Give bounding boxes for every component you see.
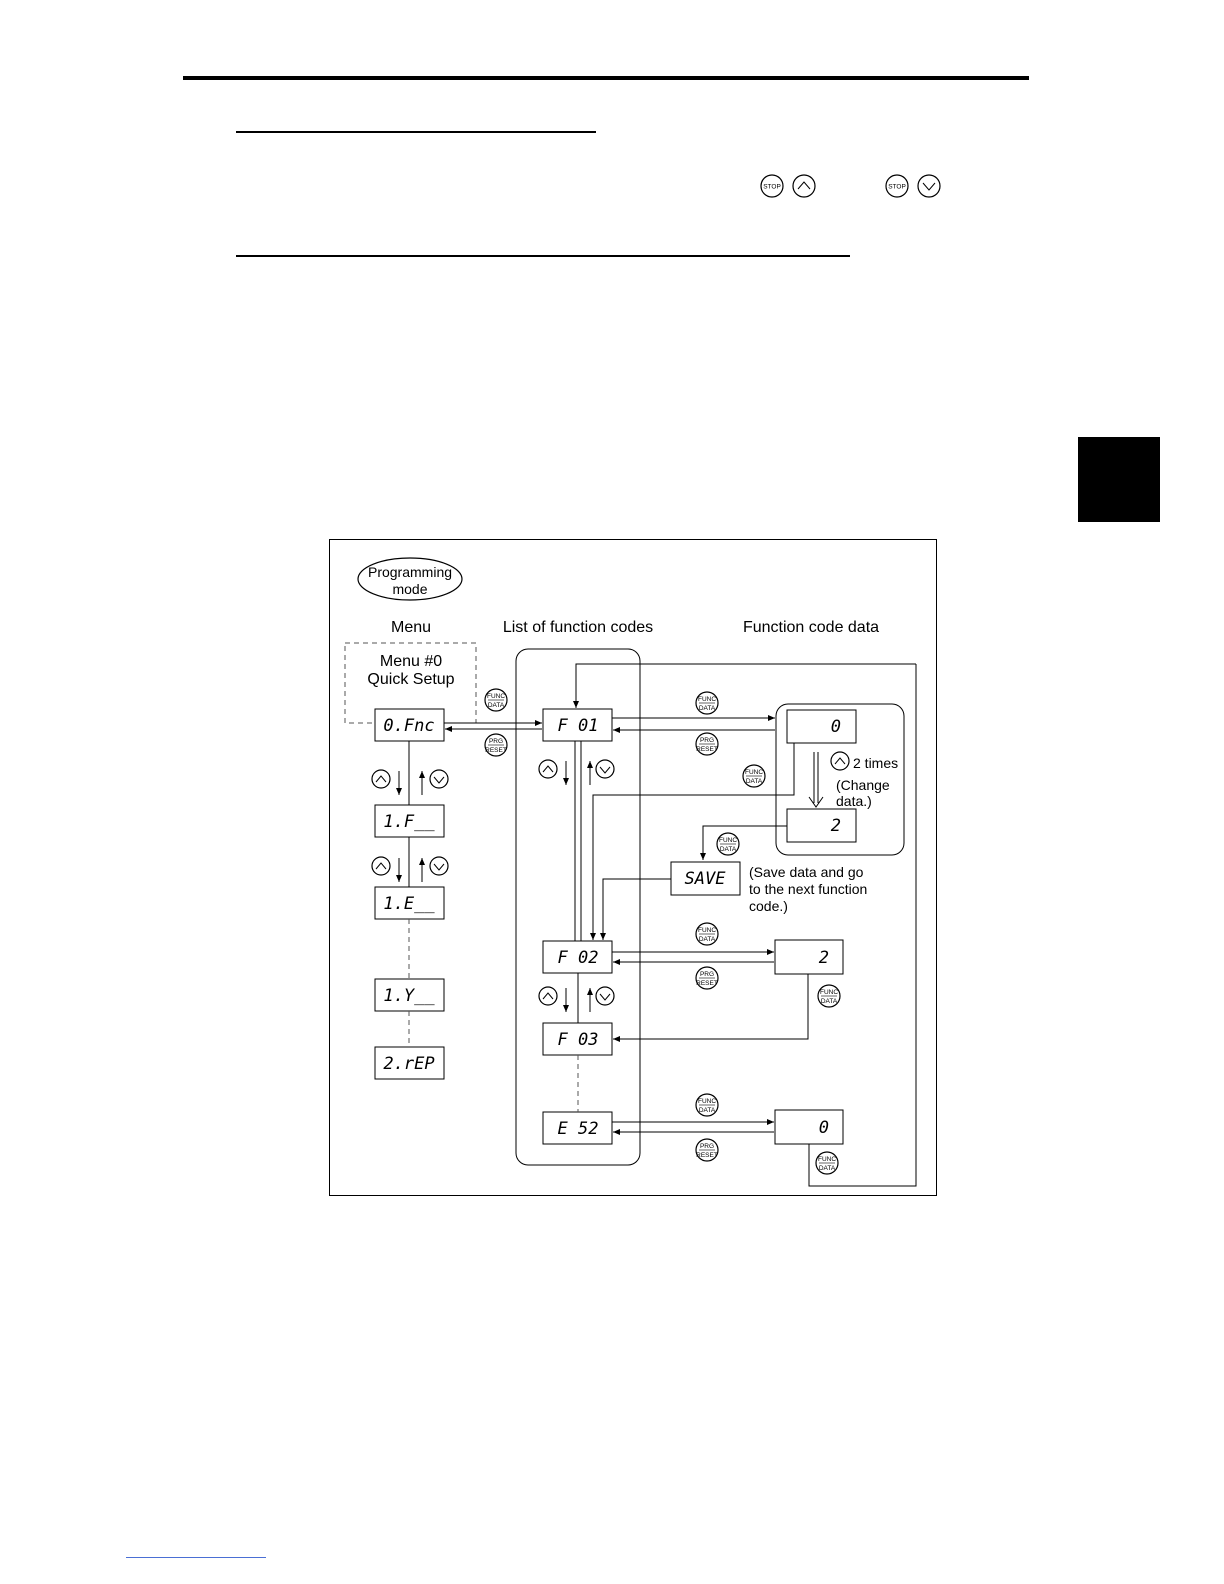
svg-text:STOP: STOP [763, 183, 781, 191]
svg-text:2: 2 [818, 948, 829, 968]
svg-text:1.F__: 1.F__ [383, 812, 435, 832]
func-data-button[interactable] [743, 765, 765, 787]
save-note-2: to the next function [749, 881, 868, 897]
section-underline-2 [236, 255, 850, 257]
svg-text:DATA: DATA [745, 778, 763, 785]
svg-text:F 02: F 02 [557, 948, 599, 968]
code-updown-2 [539, 987, 614, 1012]
change-note-1: (Change [836, 777, 890, 793]
header-menu: Menu [390, 619, 432, 636]
svg-text:0.Fnc: 0.Fnc [383, 716, 435, 736]
svg-text:RESET: RESET [485, 747, 507, 754]
svg-text:RESET: RESET [696, 1152, 718, 1159]
up-key-icon [831, 752, 849, 770]
svg-text:DATA: DATA [487, 702, 505, 709]
change-note-2: data.) [836, 793, 872, 809]
func-data-button[interactable] [696, 1094, 718, 1116]
svg-text:PRG: PRG [488, 738, 504, 745]
data-display-e52[interactable] [775, 1110, 843, 1144]
func-data-button[interactable] [816, 1152, 838, 1174]
code-display-f03[interactable] [543, 1023, 612, 1055]
svg-text:STOP: STOP [888, 183, 906, 191]
svg-text:DATA: DATA [820, 998, 838, 1005]
menu-display-0fnc[interactable] [375, 709, 444, 741]
menu0-subtitle: Quick Setup [367, 671, 455, 688]
svg-text:FUNC: FUNC [819, 989, 839, 996]
svg-text:Programming: Programming [367, 564, 453, 580]
func-data-button[interactable] [696, 923, 718, 945]
svg-text:F 01: F 01 [557, 716, 599, 736]
func-data-button[interactable] [696, 692, 718, 714]
data-display-f01-initial[interactable] [787, 710, 856, 743]
svg-text:PRG: PRG [699, 971, 715, 978]
prg-reset-button[interactable] [696, 1139, 718, 1161]
section-underline-1 [236, 131, 596, 133]
svg-text:FUNC: FUNC [718, 837, 738, 844]
svg-text:FUNC: FUNC [697, 1098, 717, 1105]
svg-text:E 52: E 52 [557, 1119, 599, 1139]
up-key-icon [793, 175, 815, 197]
svg-text:FUNC: FUNC [697, 927, 717, 934]
svg-text:0: 0 [818, 1118, 829, 1138]
header-function-data: Function code data [742, 619, 880, 636]
svg-text:F 03: F 03 [557, 1030, 599, 1050]
func-data-button[interactable] [818, 985, 840, 1007]
svg-text:FUNC: FUNC [486, 693, 506, 700]
footer-link-underline [126, 1557, 266, 1558]
save-note-3: code.) [749, 898, 788, 914]
times-note: 2 times [853, 755, 899, 771]
menu-display-1f[interactable] [375, 805, 444, 837]
save-note-1: (Save data and go [749, 864, 864, 880]
prg-reset-button[interactable] [485, 734, 507, 756]
arrow-data-to-save [703, 826, 787, 860]
menu-display-1e[interactable] [375, 887, 444, 919]
stop-key-icon [886, 175, 908, 197]
arrow-save-to-f02 [603, 879, 671, 940]
svg-text:DATA: DATA [818, 1165, 836, 1172]
svg-text:DATA: DATA [698, 936, 716, 943]
data-display-f02[interactable] [775, 940, 843, 974]
loop-line-top [576, 664, 916, 708]
svg-text:2: 2 [830, 816, 841, 836]
svg-text:DATA: DATA [698, 705, 716, 712]
code-display-f02[interactable] [543, 941, 612, 973]
header-rule [183, 76, 1029, 80]
svg-text:PRG: PRG [699, 737, 715, 744]
svg-text:mode: mode [392, 581, 428, 597]
svg-text:RESET: RESET [696, 746, 718, 753]
svg-text:0: 0 [830, 717, 841, 737]
func-data-button[interactable] [717, 833, 739, 855]
menu-display-1y[interactable] [375, 979, 444, 1011]
menu-updown-2 [372, 857, 448, 882]
down-key-icon [918, 175, 940, 197]
code-display-f01[interactable] [543, 709, 612, 741]
code-updown-1 [539, 760, 614, 785]
svg-text:1.E__: 1.E__ [383, 894, 435, 914]
programming-mode-badge [358, 558, 462, 600]
menu-updown-1 [372, 770, 448, 795]
programming-mode-diagram [329, 539, 937, 1196]
svg-text:2.rEP: 2.rEP [383, 1054, 435, 1074]
menu-display-2rep[interactable] [375, 1047, 444, 1079]
svg-text:SAVE: SAVE [684, 869, 726, 889]
svg-text:DATA: DATA [719, 846, 737, 853]
svg-text:DATA: DATA [698, 1107, 716, 1114]
header-function-codes: List of function codes [502, 619, 654, 636]
data-display-f01-changed[interactable] [787, 809, 856, 842]
chapter-tab [1078, 437, 1160, 522]
svg-text:FUNC: FUNC [697, 696, 717, 703]
svg-text:1.Y__: 1.Y__ [383, 986, 435, 1006]
key-icons-row [755, 172, 955, 200]
svg-text:RESET: RESET [696, 980, 718, 987]
func-data-button[interactable] [485, 689, 507, 711]
svg-text:FUNC: FUNC [817, 1156, 837, 1163]
svg-text:PRG: PRG [699, 1143, 715, 1150]
code-display-e52[interactable] [543, 1112, 612, 1144]
prg-reset-button[interactable] [696, 733, 718, 755]
svg-text:FUNC: FUNC [744, 769, 764, 776]
prg-reset-button[interactable] [696, 967, 718, 989]
save-display[interactable] [671, 862, 740, 895]
menu0-title: Menu #0 [379, 653, 443, 670]
stop-key-icon [761, 175, 783, 197]
